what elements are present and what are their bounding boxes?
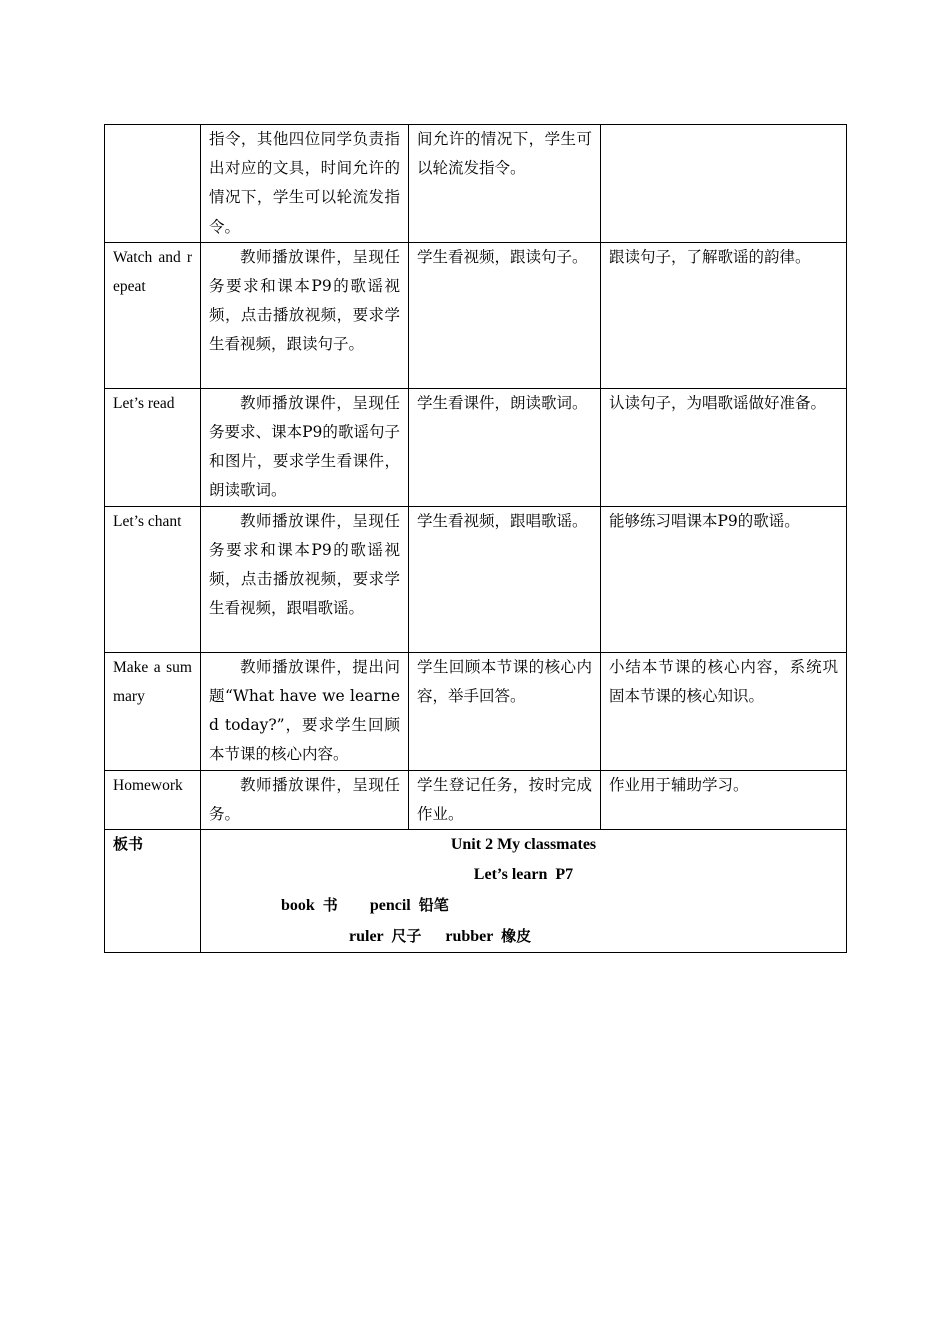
student-activity-cell: 学生登记任务，按时完成作业。	[409, 770, 601, 829]
teacher-activity-cell: 指令，其他四位同学负责指出对应的文具，时间允许的情况下，学生可以轮流发指令。	[201, 125, 409, 243]
table-row	[105, 770, 847, 829]
board-label: 板书	[105, 830, 201, 953]
purpose-cell: 能够练习唱课本P9的歌谣。	[601, 506, 847, 652]
board-word-en: rubber	[445, 928, 494, 946]
table-row	[105, 652, 847, 770]
board-row	[105, 830, 847, 953]
step-cell: Let’s read	[105, 388, 201, 506]
step-cell: Homework	[105, 770, 201, 829]
table-row	[105, 125, 847, 243]
teacher-activity-cell: 教师播放课件，呈现任务要求和课本P9的歌谣视频，点击播放视频，要求学生看视频，跟唱歌谣。	[201, 506, 409, 652]
teacher-activity-cell: 教师播放课件，呈现任务要求和课本P9的歌谣视频，点击播放视频，要求学生看视频，跟读句子。	[201, 242, 409, 388]
board-word-en: ruler	[349, 928, 384, 946]
step-cell: Watch and repeat	[105, 242, 201, 388]
student-activity-cell: 学生看课件，朗读歌词。	[409, 388, 601, 506]
step-cell	[105, 125, 201, 243]
purpose-cell: 跟读句子，了解歌谣的韵律。	[601, 242, 847, 388]
purpose-cell: 认读句子，为唱歌谣做好准备。	[601, 388, 847, 506]
purpose-cell	[601, 125, 847, 243]
board-word-cn: 书	[322, 896, 338, 915]
blackboard-design	[201, 830, 847, 953]
student-activity-cell: 间允许的情况下，学生可以轮流发指令。	[409, 125, 601, 243]
board-subtitle: Let’s learn P7	[473, 866, 574, 884]
board-words-line-2	[209, 921, 838, 952]
student-activity-cell: 学生回顾本节课的核心内容，举手回答。	[409, 652, 601, 770]
board-words-line-1	[209, 890, 838, 921]
purpose-cell: 小结本节课的核心内容，系统巩固本节课的核心知识。	[601, 652, 847, 770]
board-word-en: book	[281, 897, 315, 915]
teacher-activity-cell: 教师播放课件，提出问题“What have we learned today?”，要求学生回顾本节课的核心内容。	[201, 652, 409, 770]
table-row	[105, 506, 847, 652]
step-cell: Let’s chant	[105, 506, 201, 652]
purpose-cell: 作业用于辅助学习。	[601, 770, 847, 829]
teacher-activity-cell: 教师播放课件，呈现任务要求、课本P9的歌谣句子和图片，要求学生看课件，朗读歌词。	[201, 388, 409, 506]
student-activity-cell: 学生看视频，跟读句子。	[409, 242, 601, 388]
lesson-plan-table	[104, 124, 847, 953]
step-cell: Make a summary	[105, 652, 201, 770]
board-word-cn: 橡皮	[501, 927, 532, 946]
board-word-cn: 尺子	[391, 927, 422, 946]
board-word-cn: 铅笔	[418, 896, 449, 915]
board-word-en: pencil	[369, 897, 411, 915]
board-title: Unit 2 My classmates	[450, 836, 597, 854]
student-activity-cell: 学生看视频，跟唱歌谣。	[409, 506, 601, 652]
teacher-activity-cell: 教师播放课件，呈现任务。	[201, 770, 409, 829]
table-row	[105, 388, 847, 506]
table-row	[105, 242, 847, 388]
